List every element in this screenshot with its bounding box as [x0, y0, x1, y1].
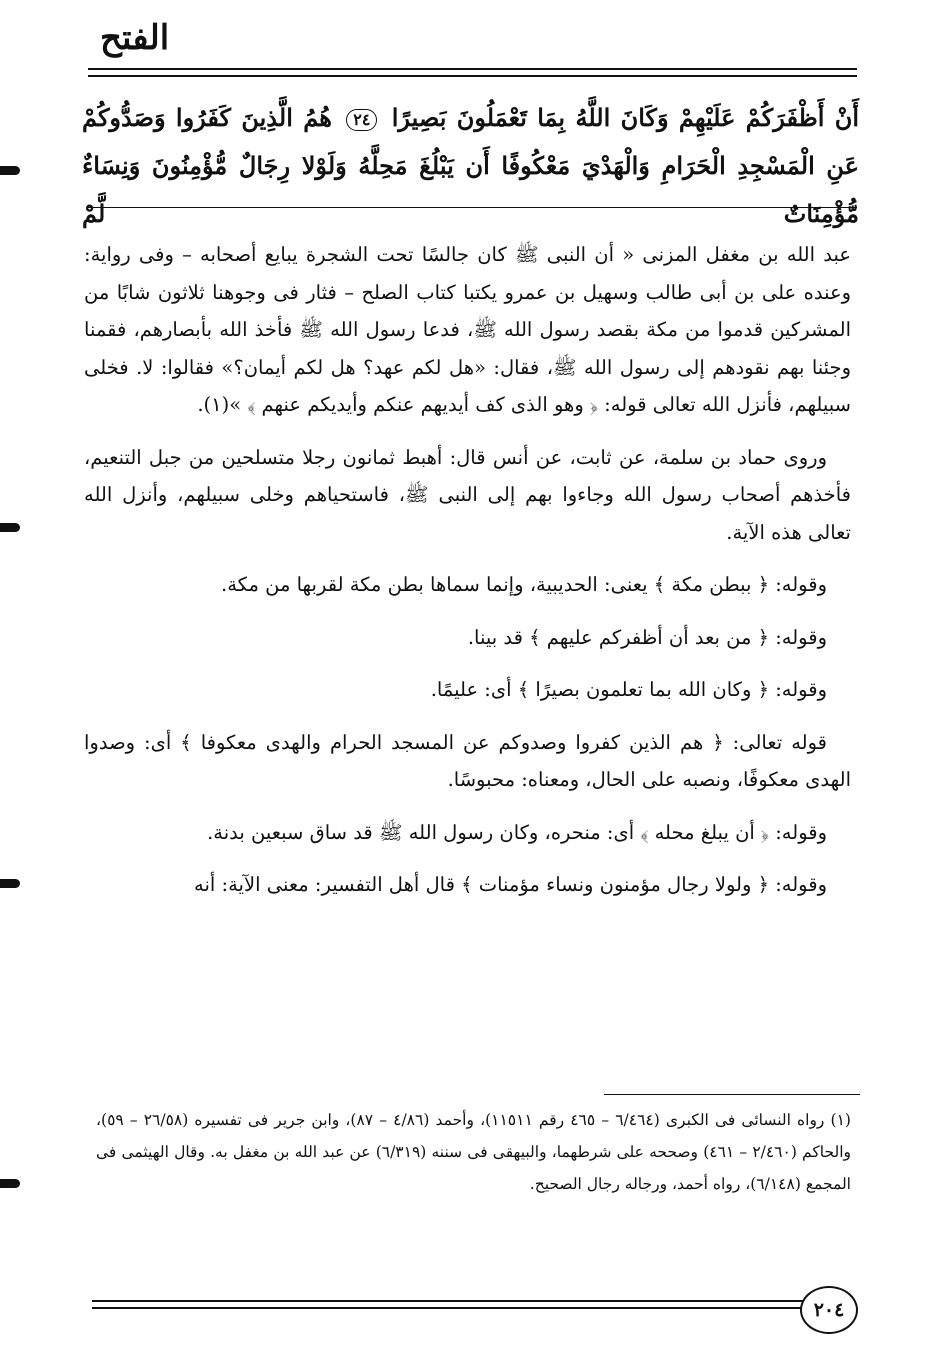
verse-text-before: أَنْ أَظْفَرَكُمْ عَلَيْهِمْ وَكَانَ اللَّهُ بِمَا تَعْمَلُونَ بَصِيرًا: [391, 103, 860, 132]
commentary-paragraph-2: وروى حماد بن سلمة، عن ثابت، عن أنس قال: أهبط ثمانون رجلا متسلحين من جبل التنعيم، فأخذهم أصحاب رسول الله وجاءوا بهم إلى النبى ﷺ، فاستحياهم وخلى سبيلهم، وأنزل الله تعالى هذه الآية.: [84, 445, 851, 544]
footer-rule-bottom: [92, 1307, 854, 1309]
commentary-text: [84, 236, 851, 919]
header-rule-top: [88, 68, 857, 70]
commentary-paragraph-7: وقوله: ﴿ أن يبلغ محله ﴾ أى: منحره، وكان رسول الله ﷺ قد ساق سبعين بدنة.: [207, 820, 827, 844]
margin-mark: [0, 1179, 20, 1188]
footnote-rule: [604, 1094, 860, 1095]
verse-text-after: هُمُ الَّذِينَ كَفَرُوا وَصَدُّوكُمْ عَنِ الْمَسْجِدِ الْحَرَامِ وَالْهَدْيَ مَعْكُوفًا أَن يَبْلُغَ مَحِلَّهُ وَلَوْلا رِجَالٌ مُّؤْمِنُونَ وَنِسَاءٌ مُّؤْمِنَاتٌ لَّمْ: [82, 103, 859, 228]
margin-mark: [0, 523, 20, 532]
verse-separator-rule: [88, 207, 857, 208]
margin-mark: [0, 879, 20, 888]
page-number: ٢٠٤: [800, 1286, 858, 1334]
footnote-text: (١) رواه النسائى فى الكبرى (٦/٤٦٤ – ٤٦٥ رقم ١١٥١١)، وأحمد (٤/٨٦ – ٨٧)، وابن جرير فى تفسيره (٢٦/٥٨ – ٥٩)، والحاكم (٢/٤٦٠ – ٤٦١) وصححه على شرطهما، والبيهقى فى سننه (٦/٣١٩) عن عبد الله بن مغفل به. وقال الهيثمى فى المجمع (٦/١٤٨)، رواه أحمد، ورجاله رجال الصحيح.: [96, 1111, 851, 1193]
ayah-number-marker: ٢٤: [346, 109, 377, 131]
commentary-paragraph-5: وقوله: ﴿ وكان الله بما تعلمون بصيرًا ﴾ أى: عليمًا.: [430, 678, 827, 701]
commentary-paragraph-1: عبد الله بن مغفل المزنى « أن النبى ﷺ كان جالسًا تحت الشجرة يبايع أصحابه – وفى رواية: وعنده على بن أبى طالب وسهيل بن عمرو يكتبا كتاب الصلح – فثار فى وجوهنا ثلاثون شابًا من المشركين قدموا من مكة بقصد رسول الله ﷺ، فدعا رسول الله ﷺ فأخذ الله بأبصارهم، فقمنا وجئنا بهم نقودهم إلى رسول الله ﷺ، فقال: «هل لكم عهد؟ هل لكم أيمان؟» فقالوا: لا. فخلى سبيلهم، فأنزل الله تعالى قوله: ﴿ وهو الذى كف أيديهم عنكم وأيديكم عنهم ﴾ »(١).: [84, 243, 851, 416]
footer-rule-top: [92, 1300, 854, 1302]
commentary-paragraph-6: قوله تعالى: ﴿ هم الذين كفروا وصدوكم عن المسجد الحرام والهدى معكوفا ﴾ أى: وصدوا الهدى معكوفًا، ونصبه على الحال، ومعناه: محبوسًا.: [84, 730, 851, 791]
commentary-paragraph-8: وقوله: ﴿ ولولا رجال مؤمنون ونساء مؤمنات ﴾ قال أهل التفسير: معنى الآية: أنه: [194, 873, 827, 896]
commentary-paragraph-4: وقوله: ﴿ من بعد أن أظفركم عليهم ﴾ قد بينا.: [467, 625, 827, 649]
surah-title: الفتح: [100, 18, 170, 58]
margin-mark: [0, 166, 20, 175]
header-rule-bottom: [88, 75, 857, 77]
quran-verse-block: [82, 94, 859, 238]
commentary-paragraph-3: وقوله: ﴿ ببطن مكة ﴾ يعنى: الحديبية، وإنما سماها بطن مكة لقربها من مكة.: [221, 573, 827, 596]
